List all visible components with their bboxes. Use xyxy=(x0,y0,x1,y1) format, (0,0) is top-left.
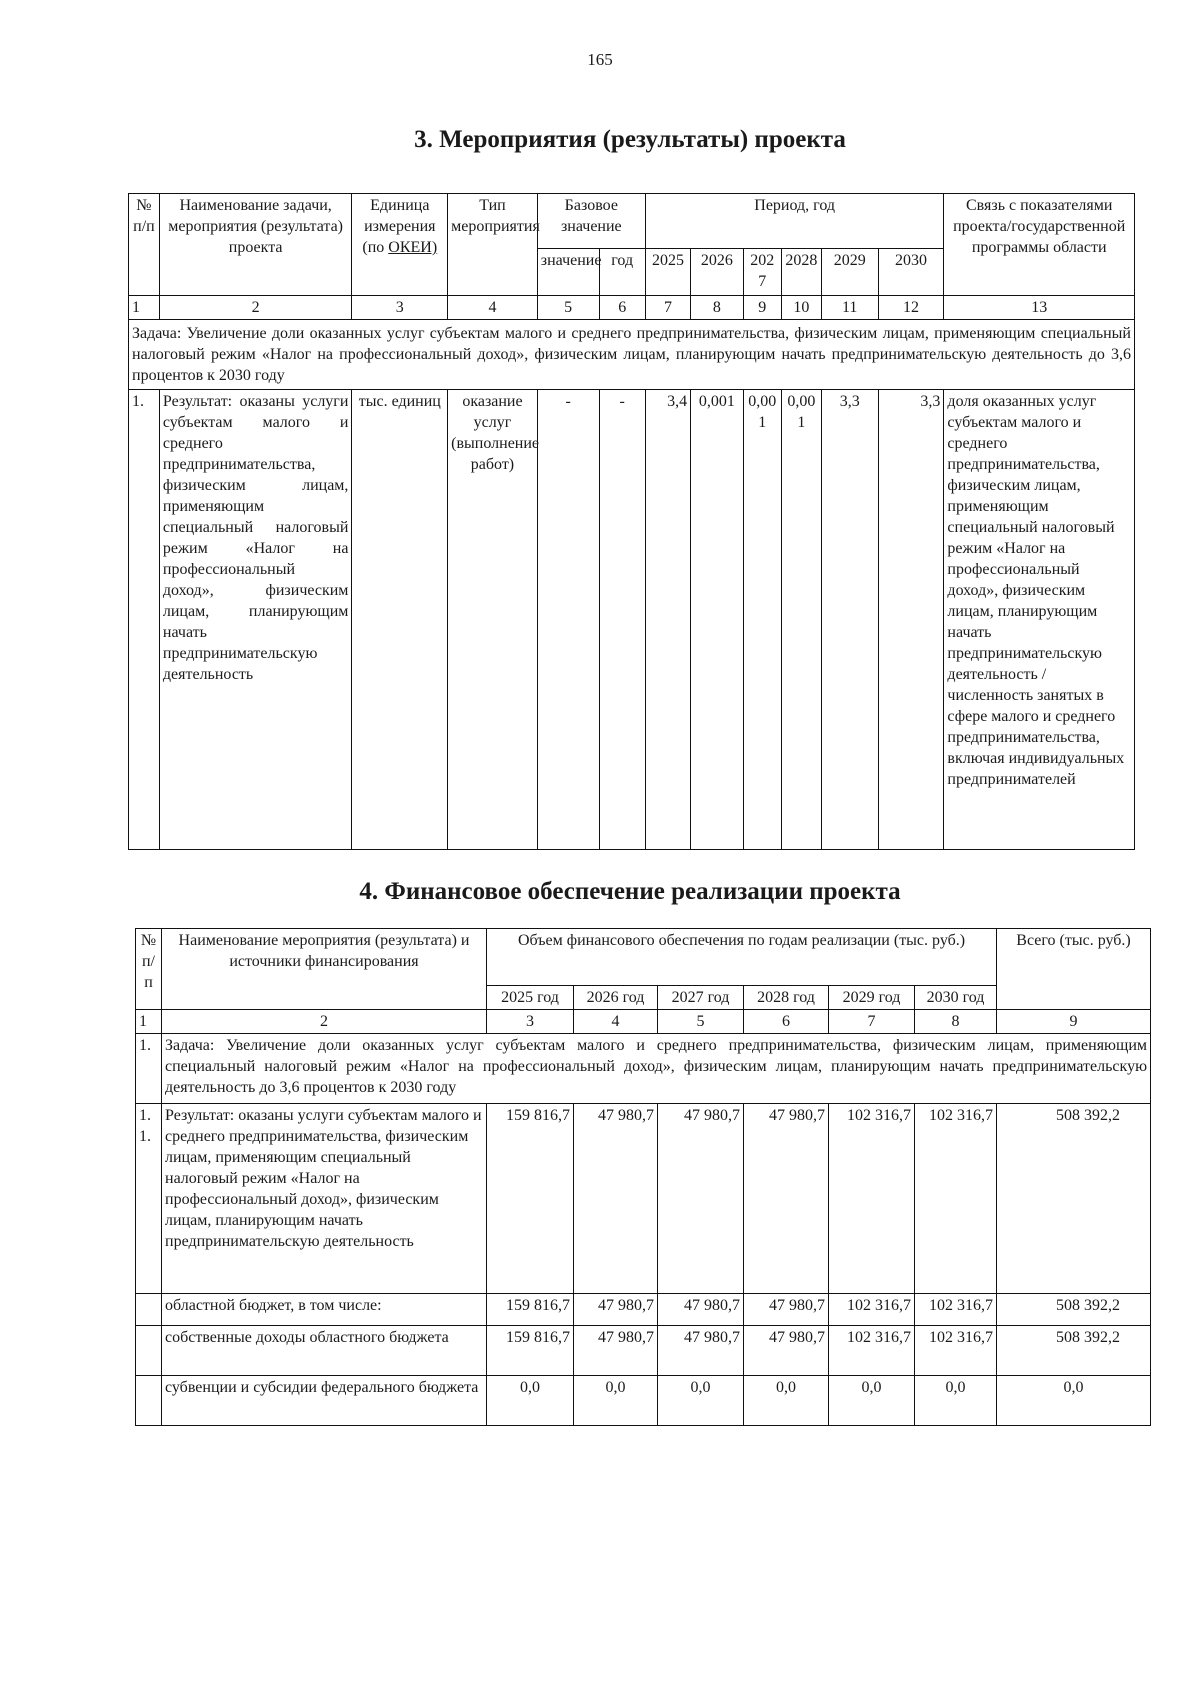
fin-row-value: 0,0 xyxy=(744,1376,829,1426)
fin-header-volume: Объем финансового обеспечения по годам реализации (тыс. руб.) xyxy=(487,929,997,986)
fin-header-year: 2030 год xyxy=(915,986,997,1010)
fin-header-year: 2028 год xyxy=(744,986,829,1010)
row-name: Результат: оказаны услуги субъектам малого и среднего предпринимательства, физическим лицам, применяющим специальный налоговый режим «Налог на профессиональный доход», физическим лицам, планирующим начать предпринимательскую деятельность xyxy=(159,390,352,850)
row-value: 3,4 xyxy=(645,390,690,850)
col-number: 11 xyxy=(821,296,878,320)
header-year: 2025 xyxy=(645,249,690,296)
header-base-year: год xyxy=(599,249,645,296)
header-type: Тип мероприятия xyxy=(448,194,538,296)
fin-header-name: Наименование мероприятия (результата) и источники финансирования xyxy=(162,929,487,1010)
fin-header-year: 2026 год xyxy=(574,986,658,1010)
header-base: Базовое значение xyxy=(537,194,645,249)
results-table xyxy=(128,193,1135,850)
header-unit-okei: ОКЕИ) xyxy=(388,239,438,256)
header-year: 2026 xyxy=(691,249,744,296)
fin-row-value: 102 316,7 xyxy=(829,1326,915,1376)
fin-row-value: 159 816,7 xyxy=(487,1326,574,1376)
header-year: 2029 xyxy=(821,249,878,296)
fin-row-value: 47 980,7 xyxy=(658,1104,744,1294)
col-number: 7 xyxy=(645,296,690,320)
col-number: 8 xyxy=(691,296,744,320)
fin-col-number: 3 xyxy=(487,1010,574,1034)
fin-row-value: 102 316,7 xyxy=(829,1294,915,1326)
section4-title: 4. Финансовое обеспечение реализации проекта xyxy=(359,878,901,905)
col-number: 10 xyxy=(781,296,821,320)
row-value: 0,001 xyxy=(781,390,821,850)
finance-table xyxy=(135,928,1151,1426)
col-number: 12 xyxy=(878,296,944,320)
col-number: 5 xyxy=(537,296,599,320)
fin-row-num xyxy=(136,1326,162,1376)
row-type: оказание услуг (выполнение работ) xyxy=(448,390,538,850)
fin-row-value: 47 980,7 xyxy=(574,1104,658,1294)
fin-row-value: 0,0 xyxy=(829,1376,915,1426)
fin-row-total: 508 392,2 xyxy=(997,1294,1151,1326)
page-number: 165 xyxy=(587,50,613,69)
fin-col-number: 4 xyxy=(574,1010,658,1034)
fin-col-number: 8 xyxy=(915,1010,997,1034)
col-number: 1 xyxy=(129,296,160,320)
fin-row-num xyxy=(136,1294,162,1326)
row-value: 0,001 xyxy=(743,390,781,850)
fin-row-value: 47 980,7 xyxy=(574,1326,658,1376)
fin-header-year: 2025 год xyxy=(487,986,574,1010)
fin-row-total: 0,0 xyxy=(997,1376,1151,1426)
fin-header-total: Всего (тыс. руб.) xyxy=(997,929,1151,1010)
row-value: 3,3 xyxy=(821,390,878,850)
header-name: Наименование задачи, мероприятия (результата) проекта xyxy=(159,194,352,296)
header-unit xyxy=(352,194,448,296)
fin-row-name: Результат: оказаны услуги субъектам малого и среднего предпринимательства, физическим лицам, применяющим специальный налоговый режим «Налог на профессиональный доход», физическим лицам, планирующим начать предпринимательскую деятельность xyxy=(162,1104,487,1294)
fin-row-value: 47 980,7 xyxy=(658,1294,744,1326)
col-number: 2 xyxy=(159,296,352,320)
fin-col-number: 2 xyxy=(162,1010,487,1034)
fin-row-value: 47 980,7 xyxy=(744,1294,829,1326)
fin-row-value: 102 316,7 xyxy=(915,1294,997,1326)
fin-row-num xyxy=(136,1376,162,1426)
header-base-value: значение xyxy=(537,249,599,296)
fin-row-value: 47 980,7 xyxy=(658,1326,744,1376)
header-num: № п/п xyxy=(129,194,160,296)
fin-col-number: 7 xyxy=(829,1010,915,1034)
col-number: 13 xyxy=(944,296,1135,320)
fin-row-value: 47 980,7 xyxy=(744,1326,829,1376)
row-value: 3,3 xyxy=(878,390,944,850)
fin-header-year: 2027 год xyxy=(658,986,744,1010)
col-number: 3 xyxy=(352,296,448,320)
header-unit-text: Единица измерения (по xyxy=(362,197,436,256)
fin-row-total: 508 392,2 xyxy=(997,1104,1151,1294)
fin-row-value: 159 816,7 xyxy=(487,1104,574,1294)
fin-col-number: 5 xyxy=(658,1010,744,1034)
fin-col-number: 6 xyxy=(744,1010,829,1034)
row-link: доля оказанных услуг субъектам малого и среднего предпринимательства, физическим лицам, применяющим специальный налоговый режим «Налог на профессиональный доход», физическим лицам, планирующим начать предпринимательскую деятельность / численность занятых в сфере малого и среднего предпринимательства, включая индивидуальных предпринимателей xyxy=(944,390,1135,850)
fin-row-value: 0,0 xyxy=(915,1376,997,1426)
header-year: 2028 xyxy=(781,249,821,296)
fin-row-value: 0,0 xyxy=(487,1376,574,1426)
fin-row-total: 508 392,2 xyxy=(997,1326,1151,1376)
fin-row-value: 0,0 xyxy=(574,1376,658,1426)
fin-row-name: субвенции и субсидии федерального бюджета xyxy=(162,1376,487,1426)
header-link: Связь с показателями проекта/государственной программы области xyxy=(944,194,1135,296)
fin-header-num: № п/п xyxy=(136,929,162,1010)
fin-row-value: 102 316,7 xyxy=(915,1104,997,1294)
section3-title: 3. Мероприятия (результаты) проекта xyxy=(414,126,846,153)
task-row: Задача: Увеличение доли оказанных услуг субъектам малого и среднего предпринимательства, физическим лицам, применяющим специальный налоговый режим «Налог на профессиональный доход», физическим лицам, планирующим начать предпринимательскую деятельность до 3,6 процентов к 2030 году xyxy=(129,320,1135,390)
fin-row-value: 102 316,7 xyxy=(915,1326,997,1376)
fin-row-num: 1.1. xyxy=(136,1104,162,1294)
fin-header-year: 2029 год xyxy=(829,986,915,1010)
header-period: Период, год xyxy=(645,194,944,249)
fin-row-value: 102 316,7 xyxy=(829,1104,915,1294)
fin-col-number: 9 xyxy=(997,1010,1151,1034)
row-num: 1. xyxy=(129,390,160,850)
row-base-year: - xyxy=(599,390,645,850)
fin-row-value: 47 980,7 xyxy=(744,1104,829,1294)
row-value: 0,001 xyxy=(691,390,744,850)
header-year: 2027 xyxy=(743,249,781,296)
fin-task-num: 1. xyxy=(136,1034,162,1104)
fin-row-value: 0,0 xyxy=(658,1376,744,1426)
col-number: 9 xyxy=(743,296,781,320)
fin-row-value: 159 816,7 xyxy=(487,1294,574,1326)
row-base-value: - xyxy=(537,390,599,850)
fin-row-value: 47 980,7 xyxy=(574,1294,658,1326)
fin-task-row: Задача: Увеличение доли оказанных услуг субъектам малого и среднего предпринимательства, физическим лицам, применяющим специальный налоговый режим «Налог на профессиональный доход», физическим лицам, планирующим начать предпринимательскую деятельность до 3,6 процентов к 2030 году xyxy=(162,1034,1151,1104)
fin-col-number: 1 xyxy=(136,1010,162,1034)
fin-row-name: собственные доходы областного бюджета xyxy=(162,1326,487,1376)
fin-row-name: областной бюджет, в том числе: xyxy=(162,1294,487,1326)
row-unit: тыс. единиц xyxy=(352,390,448,850)
col-number: 4 xyxy=(448,296,538,320)
col-number: 6 xyxy=(599,296,645,320)
header-year: 2030 xyxy=(878,249,944,296)
